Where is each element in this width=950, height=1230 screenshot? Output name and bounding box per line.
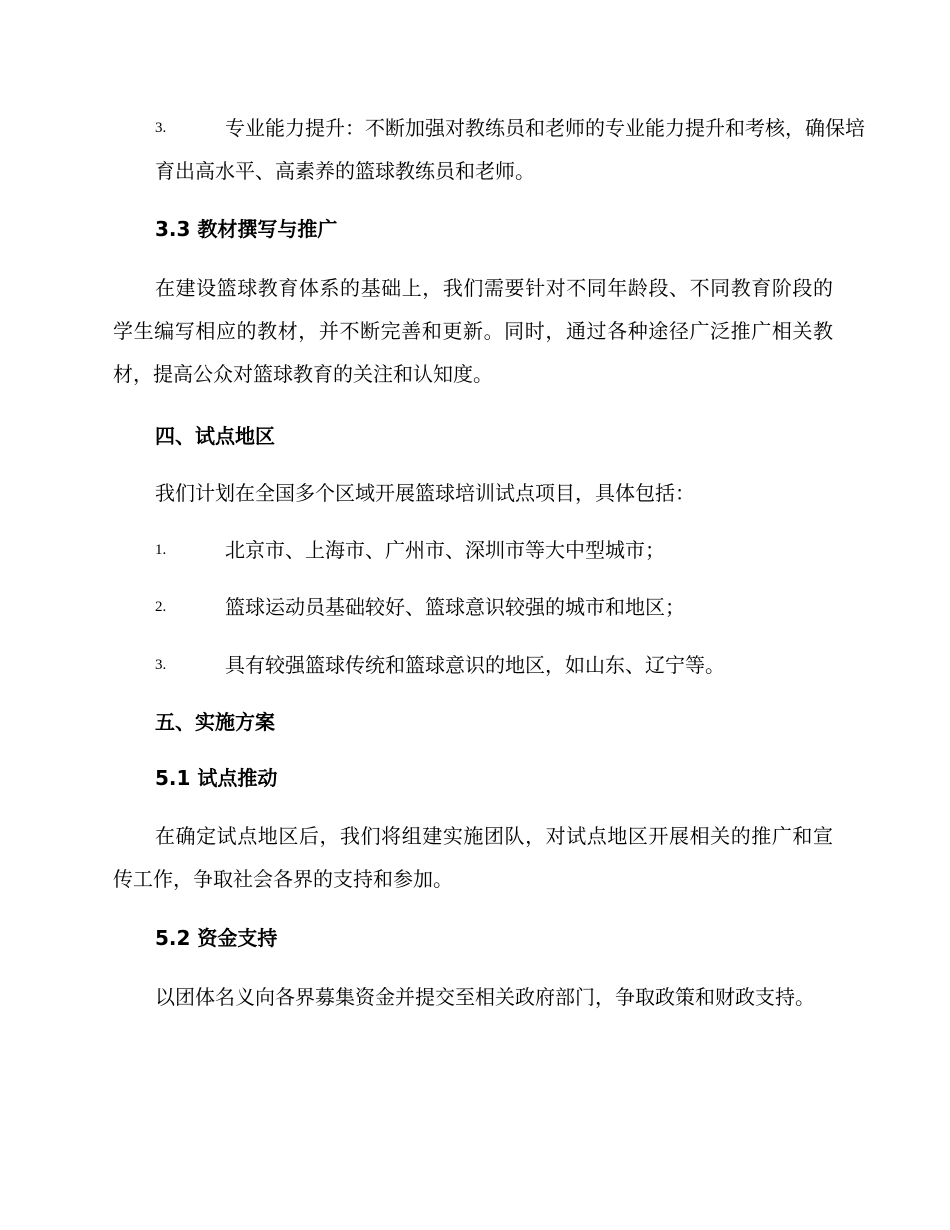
list-item-pilot-3 — [113, 644, 833, 687]
paragraph-pilot-promotion: 在确定试点地区后，我们将组建实施团队，对试点地区开展相关的推广和宣传工作，争取社会各界的支持和参加。 — [113, 824, 833, 891]
list-number: 3. — [155, 120, 167, 136]
section-heading-4: 四、试点地区 — [155, 424, 275, 448]
section-heading-5-1: 5.1 试点推动 — [155, 766, 278, 790]
paragraph-funding: 以团体名义向各界募集资金并提交至相关政府部门，争取政策和财政支持。 — [155, 985, 815, 1009]
list-item-text: 篮球运动员基础较好、篮球意识较强的城市和地区； — [225, 595, 685, 619]
section-heading-3-3: 3.3 教材撰写与推广 — [155, 217, 338, 241]
list-number: 3. — [155, 657, 167, 673]
list-item-professional-ability — [113, 107, 875, 193]
section-heading-5: 五、实施方案 — [155, 710, 275, 734]
list-item-pilot-1 — [113, 529, 833, 572]
list-number: 2. — [155, 599, 167, 615]
list-item-text: 专业能力提升：不断加强对教练员和老师的专业能力提升和考核，确保培育出高水平、高素养的篮球教练员和老师。 — [155, 116, 865, 183]
list-item-text: 北京市、上海市、广州市、深圳市等大中型城市； — [225, 538, 665, 562]
list-number: 1. — [155, 542, 167, 558]
paragraph-textbook: 在建设篮球教育体系的基础上，我们需要针对不同年龄段、不同教育阶段的学生编写相应的教材，并不断完善和更新。同时，通过各种途径广泛推广相关教材，提高公众对篮球教育的关注和认知度。 — [113, 276, 833, 386]
list-item-text: 具有较强篮球传统和篮球意识的地区，如山东、辽宁等。 — [225, 653, 725, 677]
paragraph-pilot-intro: 我们计划在全国多个区域开展篮球培训试点项目，具体包括： — [155, 481, 695, 505]
list-item-pilot-2 — [113, 586, 833, 629]
section-heading-5-2: 5.2 资金支持 — [155, 926, 278, 950]
